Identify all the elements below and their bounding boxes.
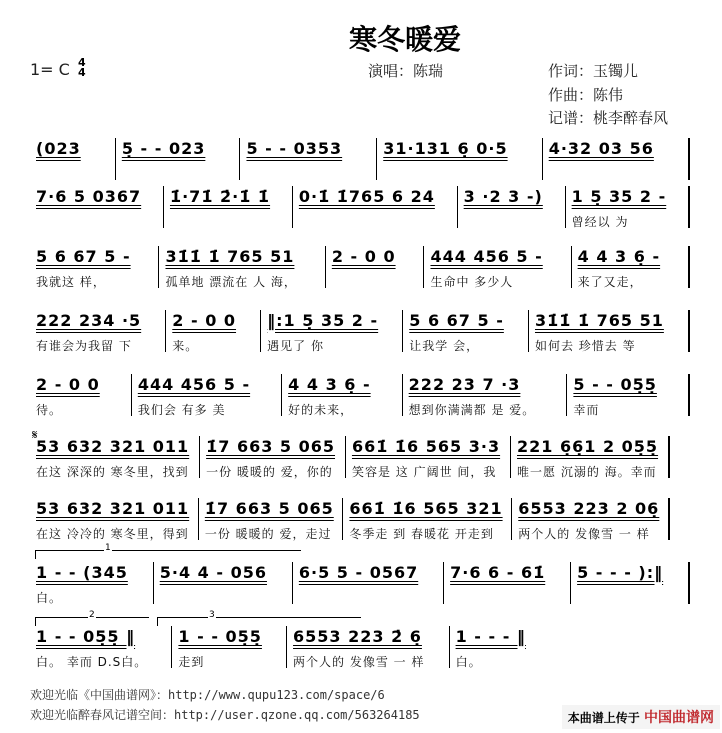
staff-line bbox=[30, 310, 690, 352]
measure bbox=[200, 436, 346, 478]
upload-label: 本曲谱上传于 bbox=[567, 711, 640, 725]
measure-notes: 5 6 67 5 - bbox=[36, 247, 131, 266]
measure-lyrics bbox=[246, 160, 370, 180]
time-bottom: 4 bbox=[78, 66, 86, 79]
measure-lyrics: 幸而 bbox=[573, 403, 600, 417]
measure-notes: 661̇ 1̇6 565 321 bbox=[349, 499, 503, 518]
upload-badge[interactable] bbox=[562, 705, 720, 729]
measure bbox=[512, 498, 670, 540]
measure-notes: 222 23 7 ·3 bbox=[408, 375, 521, 394]
measure bbox=[572, 246, 690, 288]
measure bbox=[199, 498, 344, 540]
time-signature bbox=[78, 58, 86, 78]
measure-notes: 6·5 5 - 0567 bbox=[298, 563, 419, 582]
measure bbox=[172, 626, 287, 668]
staff-line bbox=[30, 374, 690, 416]
measure bbox=[30, 436, 200, 478]
measure bbox=[30, 138, 116, 180]
measure-notes: 31·131 6̣ 0·5 bbox=[383, 139, 508, 158]
measure-notes: 4 4 3 6̣ - bbox=[288, 375, 371, 394]
volta-bracket-1 bbox=[35, 543, 301, 559]
measure-notes: 1 - - - ‖ bbox=[455, 627, 526, 646]
measure bbox=[30, 498, 199, 540]
measure-lyrics: 遇见了 你 bbox=[267, 339, 324, 353]
measure bbox=[444, 562, 571, 604]
volta-bracket-3 bbox=[157, 610, 361, 626]
measure bbox=[30, 562, 154, 604]
measure-notes: 222 234 ·5 bbox=[36, 311, 142, 330]
lyricist: 作词：玉镯儿 bbox=[548, 62, 639, 80]
measure-lyrics: 我们会 有多 美 bbox=[137, 403, 226, 417]
measure-lyrics bbox=[299, 208, 451, 228]
measure bbox=[30, 186, 164, 228]
measure-lyrics: 唯一愿 沉溺的 海。幸而 bbox=[517, 465, 657, 479]
measure-notes: 3 ·2 3 -) bbox=[463, 187, 543, 206]
measure-lyrics: 有谁会为我留 下 bbox=[36, 339, 132, 353]
singer: 演唱：陈瑞 bbox=[368, 62, 444, 80]
measure-notes: 1 - - 05̣5̣ ‖ bbox=[36, 627, 136, 646]
staff-line bbox=[30, 626, 550, 668]
measure bbox=[287, 626, 450, 668]
measure-lyrics: 来了又走， bbox=[577, 275, 643, 289]
measure-lyrics bbox=[450, 584, 564, 604]
measure-lyrics bbox=[36, 160, 109, 180]
measure-lyrics: 待。 bbox=[36, 403, 63, 417]
key-signature: 1= C bbox=[30, 60, 70, 79]
measure-lyrics bbox=[332, 268, 418, 288]
measure bbox=[154, 562, 293, 604]
staff-line bbox=[30, 186, 690, 228]
measure-notes: 1̇7 663 5 065 bbox=[206, 437, 336, 456]
measure bbox=[116, 138, 241, 180]
transcriber: 记谱：桃李醉春风 bbox=[548, 109, 669, 127]
segno-sign: 𝄋 bbox=[32, 428, 38, 443]
measure bbox=[567, 374, 690, 416]
measure-notes: 5̣ - - 023 bbox=[121, 139, 206, 158]
composer: 作曲：陈伟 bbox=[548, 86, 624, 104]
staff-line bbox=[30, 562, 690, 604]
measure-notes: 1̇·71̇ 2̇·1̇ 1̇ bbox=[169, 187, 271, 206]
measure-notes: 4 4 3 6̣ - bbox=[577, 247, 661, 266]
measure-notes: 1 - - 05̣5̣ bbox=[178, 627, 262, 646]
measure bbox=[403, 310, 529, 352]
measure bbox=[30, 626, 172, 668]
measure-lyrics: 生命中 多少人 bbox=[430, 275, 514, 289]
measure-lyrics bbox=[549, 160, 682, 180]
measure-lyrics: 在这 深深的 寒冬里，找到 bbox=[36, 465, 189, 479]
measure-lyrics: 白。 幸而 D.S白。 bbox=[36, 655, 148, 669]
measure-lyrics: 走到 bbox=[178, 655, 205, 669]
measure-lyrics bbox=[36, 208, 157, 228]
measure-notes: 53 632 321 011 bbox=[36, 437, 190, 456]
volta-bracket-2 bbox=[35, 610, 149, 626]
measure-notes: 2 - 0 0 bbox=[331, 247, 396, 266]
measure-notes: 5 - - 05̣5̣ bbox=[573, 375, 657, 394]
measure-notes: (023 bbox=[36, 139, 81, 158]
measure-lyrics bbox=[299, 584, 437, 604]
measure-notes: 7·6 5 0367 bbox=[36, 187, 142, 206]
measure-lyrics: 我就这 样， bbox=[36, 275, 106, 289]
measure bbox=[30, 310, 166, 352]
measure bbox=[450, 626, 550, 668]
measure-notes: 221 6̣6̣1 2 05̣5̣ bbox=[517, 437, 659, 456]
measure-lyrics: 笑容是 这 广阔世 间，我 bbox=[351, 465, 497, 479]
volta-number: 1 bbox=[105, 543, 111, 553]
time-top: 4 bbox=[78, 56, 86, 69]
measure-notes: 444 456 5 - bbox=[430, 247, 543, 266]
measure-notes: 1 - - (345 bbox=[36, 563, 128, 582]
measure-lyrics bbox=[464, 208, 559, 228]
measure bbox=[529, 310, 690, 352]
measure-lyrics: 来。 bbox=[172, 339, 199, 353]
measure-notes: 2 - 0 0 bbox=[36, 375, 100, 394]
measure-lyrics: 一份 暖暖的 爱，走过 bbox=[204, 527, 332, 541]
staff-line bbox=[30, 436, 670, 478]
measure-lyrics: 白。 bbox=[36, 591, 63, 605]
measure bbox=[30, 246, 159, 288]
measure bbox=[293, 186, 458, 228]
measure-lyrics bbox=[122, 160, 234, 180]
measure-notes: 7·6 6 - 61̇ bbox=[450, 563, 546, 582]
measure bbox=[166, 310, 261, 352]
measure bbox=[566, 186, 690, 228]
measure-notes: 5 - - - ):‖ bbox=[577, 563, 664, 582]
measure-lyrics: 如何去 珍惜去 等 bbox=[534, 339, 636, 353]
volta-number: 3 bbox=[209, 610, 215, 620]
measure bbox=[282, 374, 403, 416]
measure-notes: 4·32 03 56 bbox=[548, 139, 654, 158]
measure-notes: ‖:1 5̣ 35 2 - bbox=[267, 311, 379, 330]
measure-notes: 2 - 0 0 bbox=[172, 311, 237, 330]
measure-notes: 444 456 5 - bbox=[137, 375, 251, 394]
measure-lyrics: 在这 冷冷的 寒冬里，得到 bbox=[36, 527, 189, 541]
measure-lyrics: 两个人的 发像雪 一 样 bbox=[518, 527, 650, 541]
measure-notes: 5 - - 0353 bbox=[246, 139, 343, 158]
measure-notes: 0·1̇ 1̇765 6 24 bbox=[298, 187, 435, 206]
measure-lyrics: 曾经以 为 bbox=[571, 215, 629, 229]
measure-lyrics bbox=[170, 208, 286, 228]
volta-number: 2 bbox=[89, 610, 95, 620]
measure-notes: 53 632 321 011 bbox=[36, 499, 190, 518]
measure bbox=[30, 374, 132, 416]
measure bbox=[326, 246, 425, 288]
measure bbox=[159, 246, 325, 288]
measure-lyrics: 好的未来， bbox=[288, 403, 354, 417]
measure bbox=[511, 436, 670, 478]
measure bbox=[543, 138, 690, 180]
measure-lyrics: 孤单地 漂流在 人 海， bbox=[165, 275, 297, 289]
measure-notes: 31̇1̇ 1̇ 765 51 bbox=[534, 311, 664, 330]
measure bbox=[458, 186, 566, 228]
measure-notes: 31̇1̇ 1̇ 765 51 bbox=[165, 247, 295, 266]
staff-line bbox=[30, 138, 690, 180]
measure bbox=[164, 186, 293, 228]
song-title: 寒冬暖爱 bbox=[348, 23, 461, 56]
measure-lyrics bbox=[160, 584, 286, 604]
measure-notes: 1̇7 663 5 065 bbox=[204, 499, 334, 518]
measure-lyrics: 让我学 会， bbox=[409, 339, 480, 353]
measure-lyrics bbox=[383, 160, 535, 180]
measure bbox=[377, 138, 542, 180]
measure-lyrics bbox=[577, 584, 682, 604]
measure-notes: 661̇ 1̇6 565 3·3 bbox=[351, 437, 501, 456]
measure-lyrics: 想到你满满都 是 爱。 bbox=[408, 403, 536, 417]
measure-notes: 5 6 67 5 - bbox=[409, 311, 504, 330]
measure-notes: 6553 223 2̇ 6̣ bbox=[293, 627, 422, 646]
measure-lyrics: 一份 暖暖的 爱，你的 bbox=[206, 465, 333, 479]
measure-lyrics: 白。 bbox=[455, 655, 482, 669]
measure bbox=[261, 310, 403, 352]
measure-notes: 6553 223 2 06̣ bbox=[518, 499, 660, 518]
measure bbox=[346, 436, 511, 478]
measure-notes: 5·4 4 - 056 bbox=[159, 563, 267, 582]
staff-line bbox=[30, 498, 670, 540]
measure bbox=[403, 374, 568, 416]
footer-link-2[interactable]: 欢迎光临醉春风记谱空间：http://user.qzone.qq.com/563264185 bbox=[30, 708, 420, 722]
measure bbox=[240, 138, 377, 180]
footer-link-1[interactable]: 欢迎光临《中国曲谱网》：http://www.qupu123.com/space/6 bbox=[30, 688, 385, 702]
measure-lyrics: 两个人的 发像雪 一 样 bbox=[293, 655, 425, 669]
site-logo: 中国曲谱网 bbox=[644, 710, 714, 726]
measure-notes: 1 5̣ 35 2 - bbox=[571, 187, 667, 206]
measure-lyrics: 冬季走 到 春暖花 开走到 bbox=[349, 527, 494, 541]
measure bbox=[343, 498, 512, 540]
measure bbox=[132, 374, 282, 416]
staff-line bbox=[30, 246, 690, 288]
measure bbox=[571, 562, 690, 604]
measure bbox=[424, 246, 571, 288]
measure bbox=[293, 562, 444, 604]
